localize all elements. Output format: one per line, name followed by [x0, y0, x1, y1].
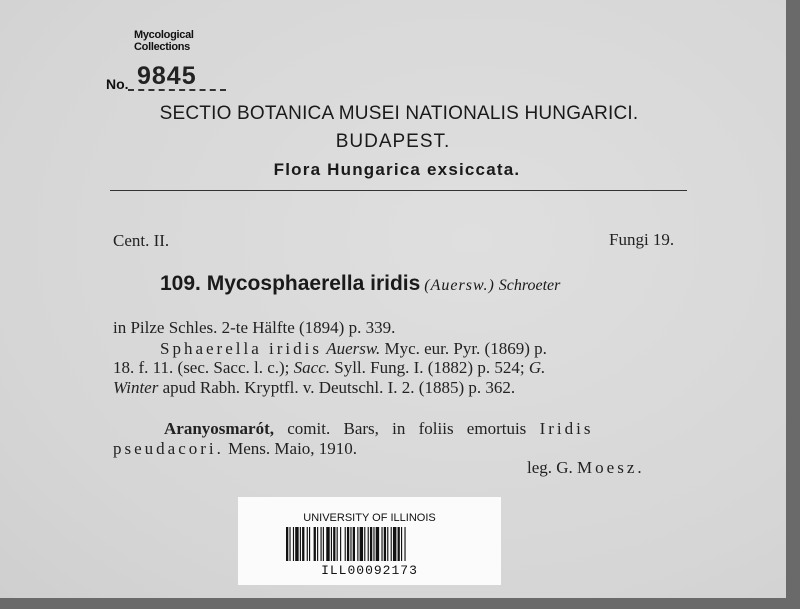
body-line-1: in Pilze Schles. 2-te Hälfte (1894) p. 339.	[113, 318, 396, 337]
barcode-bar	[393, 527, 396, 561]
body-line-4: Winter apud Rabh. Kryptfl. v. Deutschl. I. 2. (1885) p. 362.	[113, 378, 516, 397]
number-prefix: No.	[106, 76, 129, 92]
barcode-bar	[387, 527, 388, 561]
barcode-bar	[360, 527, 363, 561]
barcode-bar	[337, 527, 338, 561]
collection-stamp	[134, 29, 194, 53]
barcode-bar	[345, 527, 346, 561]
barcode-bar	[333, 527, 335, 561]
barcode-bar	[309, 527, 310, 561]
specimen-number: 9845	[137, 62, 197, 90]
number-underline	[128, 89, 226, 91]
barcode-bar	[353, 527, 355, 561]
barcode-institution: UNIVERSITY OF ILLINOIS	[303, 512, 436, 524]
barcode-icon	[286, 527, 453, 561]
century-label: Cent. II.	[113, 231, 170, 250]
barcode-bar	[376, 527, 379, 561]
barcode-label	[238, 497, 501, 585]
barcode-bar	[317, 527, 318, 561]
header-divider	[110, 190, 687, 191]
header-institution: SECTIO BOTANICA MUSEI NATIONALIS HUNGARICI.	[159, 103, 639, 124]
barcode-bar	[314, 527, 316, 561]
species-title	[160, 272, 560, 296]
collector-name: Moesz.	[577, 458, 645, 477]
stamp-line-2: Collections	[134, 41, 190, 53]
barcode-id: ILL00092173	[321, 563, 418, 578]
barcode-bar	[370, 527, 372, 561]
barcode-bar	[347, 527, 349, 561]
barcode-bar	[331, 527, 332, 561]
barcode-bar	[326, 527, 329, 561]
barcode-bar	[398, 527, 400, 561]
barcode-bar	[373, 527, 374, 561]
header-city: BUDAPEST.	[335, 131, 451, 152]
barcode-bar	[295, 527, 298, 561]
body-line-5: Aranyosmarót, comit. Bars, in foliis emortuis Iridis	[164, 419, 594, 438]
barcode-bar	[289, 527, 290, 561]
body-line-2: Sphaerella iridis Auersw. Myc. eur. Pyr. (1869) p.	[160, 339, 547, 358]
barcode-bar	[340, 527, 341, 561]
barcode-bar	[401, 527, 402, 561]
species-name: 109. Mycosphaerella iridis	[160, 272, 421, 295]
header-series: Flora Hungarica exsiccata.	[273, 160, 521, 179]
barcode-bar	[300, 527, 301, 561]
barcode-bar	[384, 527, 386, 561]
barcode-bar	[350, 527, 351, 561]
body-line-6: pseudacori. Mens. Maio, 1910.	[113, 439, 358, 458]
body-line-3: 18. f. 11. (sec. Sacc. l. c.); Sacc. Syll. Fung. I. (1882) p. 524; G.	[113, 358, 546, 377]
barcode-bar	[391, 527, 392, 561]
barcode-bar	[364, 527, 365, 561]
barcode-bar	[286, 527, 288, 561]
species-author: (Auersw.) Schroeter	[424, 277, 561, 294]
barcode-bar	[321, 527, 322, 561]
barcode-bar	[302, 527, 304, 561]
barcode-bar	[357, 527, 358, 561]
barcode-bar	[381, 527, 382, 561]
barcode-bar	[404, 527, 405, 561]
collector-line: leg. G. Moesz.	[527, 458, 645, 477]
barcode-bar	[307, 527, 308, 561]
stamp-line-1: Mycological	[134, 29, 194, 41]
barcode-bar	[293, 527, 294, 561]
fungi-label: Fungi 19.	[609, 230, 675, 249]
barcode-bar	[368, 527, 369, 561]
locality: Aranyosmarót,	[164, 419, 275, 438]
barcode-bar	[323, 527, 324, 561]
